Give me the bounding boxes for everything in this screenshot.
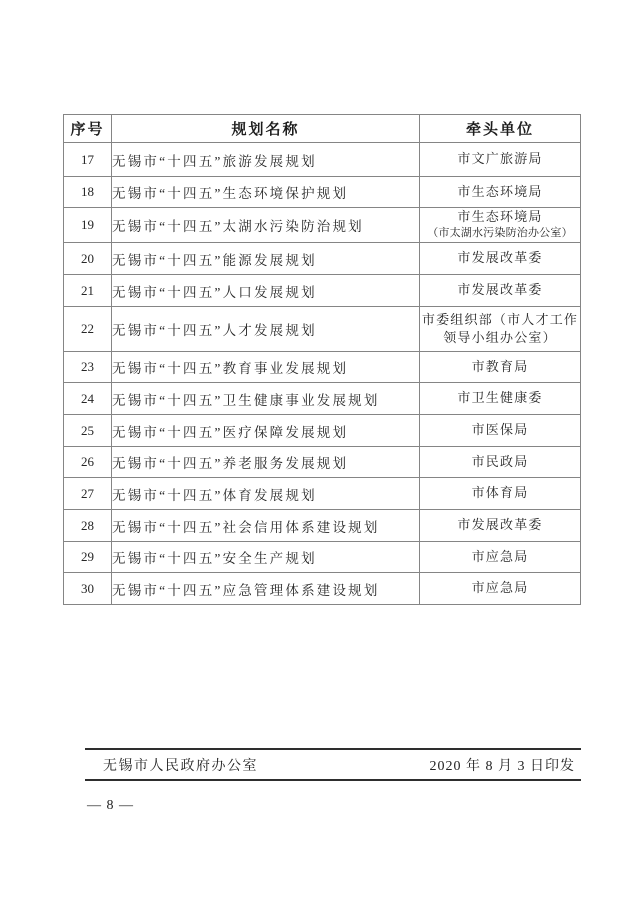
table-row <box>64 573 581 605</box>
plan-name: 无锡市“十四五”生态环境保护规划 <box>112 177 420 208</box>
table-row <box>64 447 581 478</box>
plans-table <box>63 114 581 605</box>
row-number: 26 <box>64 447 112 478</box>
plan-name: 无锡市“十四五”旅游发展规划 <box>112 143 420 177</box>
lead-unit: 市生态环境局 <box>420 177 581 208</box>
lead-unit <box>420 208 581 243</box>
table-row <box>64 542 581 573</box>
lead-unit: 市民政局 <box>420 447 581 478</box>
table-row <box>64 275 581 307</box>
print-date: 2020 年 8 月 3 日印发 <box>429 758 575 774</box>
plan-name: 无锡市“十四五”教育事业发展规划 <box>112 352 420 383</box>
column-header-no: 序号 <box>64 115 112 143</box>
row-number: 18 <box>64 177 112 208</box>
page-number: — 8 — <box>87 798 134 813</box>
row-number: 23 <box>64 352 112 383</box>
column-header-name: 规划名称 <box>112 115 420 143</box>
column-header-unit: 牵头单位 <box>420 115 581 143</box>
lead-unit: 市文广旅游局 <box>420 143 581 177</box>
table-row <box>64 352 581 383</box>
row-number: 27 <box>64 478 112 510</box>
plan-name: 无锡市“十四五”太湖水污染防治规划 <box>112 208 420 243</box>
lead-unit <box>420 307 581 352</box>
table-row <box>64 208 581 243</box>
plan-name: 无锡市“十四五”养老服务发展规划 <box>112 447 420 478</box>
plan-name: 无锡市“十四五”能源发展规划 <box>112 243 420 275</box>
row-number: 29 <box>64 542 112 573</box>
lead-unit: 市应急局 <box>420 542 581 573</box>
row-number: 24 <box>64 383 112 415</box>
row-number: 30 <box>64 573 112 605</box>
plan-name: 无锡市“十四五”医疗保障发展规划 <box>112 415 420 447</box>
row-number: 28 <box>64 510 112 542</box>
table-row <box>64 307 581 352</box>
lead-unit: 市卫生健康委 <box>420 383 581 415</box>
row-number: 19 <box>64 208 112 243</box>
issuer-office: 无锡市人民政府办公室 <box>103 758 258 774</box>
plan-name: 无锡市“十四五”卫生健康事业发展规划 <box>112 383 420 415</box>
row-number: 17 <box>64 143 112 177</box>
table-row <box>64 243 581 275</box>
lead-unit: 市医保局 <box>420 415 581 447</box>
plan-name: 无锡市“十四五”社会信用体系建设规划 <box>112 510 420 542</box>
lead-unit-line2: （市太湖水污染防治办公室） <box>427 227 573 240</box>
lead-unit: 市教育局 <box>420 352 581 383</box>
table-row <box>64 383 581 415</box>
lead-unit: 市体育局 <box>420 478 581 510</box>
lead-unit-line1: 市生态环境局 <box>457 209 543 225</box>
lead-unit: 市发展改革委 <box>420 275 581 307</box>
table-row <box>64 478 581 510</box>
plan-name: 无锡市“十四五”人才发展规划 <box>112 307 420 352</box>
footer-colophon <box>85 748 581 781</box>
row-number: 21 <box>64 275 112 307</box>
table-header-row <box>64 115 581 143</box>
row-number: 22 <box>64 307 112 352</box>
table-row <box>64 143 581 177</box>
lead-unit: 市发展改革委 <box>420 510 581 542</box>
plan-name: 无锡市“十四五”人口发展规划 <box>112 275 420 307</box>
plan-name: 无锡市“十四五”体育发展规划 <box>112 478 420 510</box>
plan-name: 无锡市“十四五”安全生产规划 <box>112 542 420 573</box>
table-row <box>64 177 581 208</box>
row-number: 20 <box>64 243 112 275</box>
table-row <box>64 415 581 447</box>
plan-name: 无锡市“十四五”应急管理体系建设规划 <box>112 573 420 605</box>
row-number: 25 <box>64 415 112 447</box>
lead-unit: 市应急局 <box>420 573 581 605</box>
lead-unit-line1: 市委组织部（市人才工作 <box>421 311 579 327</box>
table-row <box>64 510 581 542</box>
lead-unit: 市发展改革委 <box>420 243 581 275</box>
lead-unit-line2: 领导小组办公室） <box>443 330 557 345</box>
